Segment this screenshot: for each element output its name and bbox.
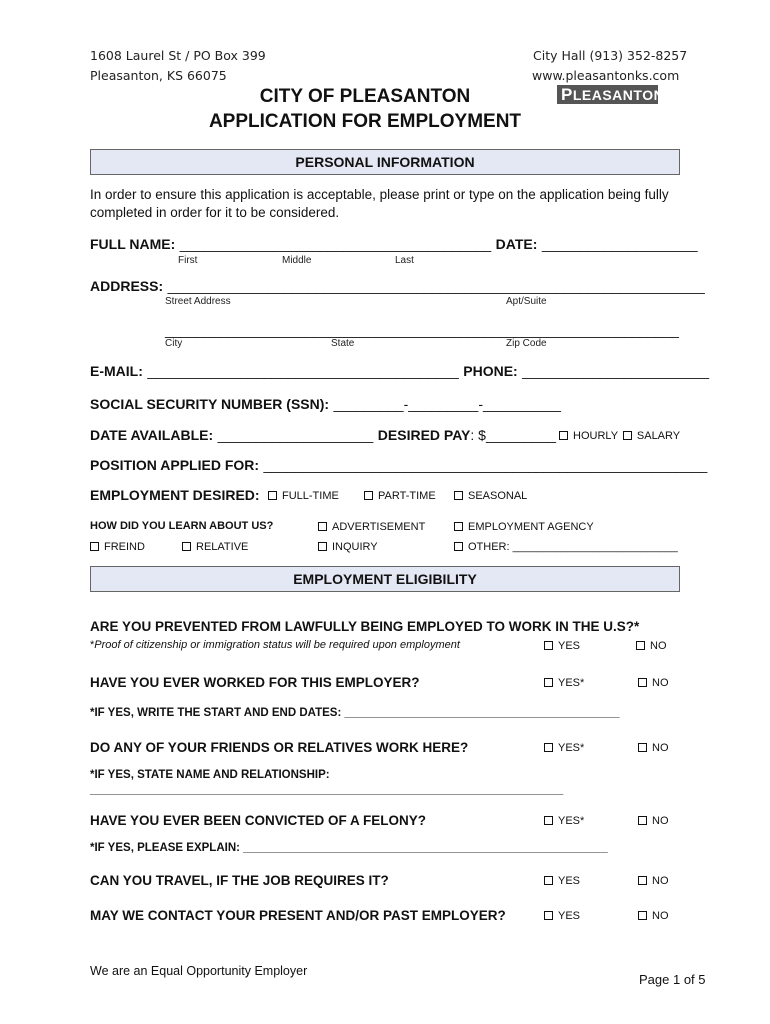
relative-checkbox[interactable] <box>182 542 191 551</box>
seasonal-checkbox[interactable] <box>454 491 463 500</box>
sub-state: State <box>331 338 355 349</box>
phone-field[interactable]: ________________________ <box>522 363 710 379</box>
ssn-field[interactable]: _________-_________-__________ <box>333 396 561 412</box>
q2-no-checkbox[interactable] <box>638 678 647 687</box>
q2-no-option[interactable]: NO <box>638 677 669 689</box>
full-name-row <box>90 236 698 254</box>
position-row <box>90 457 707 475</box>
q6-yes-checkbox[interactable] <box>544 911 553 920</box>
part-time-checkbox[interactable] <box>364 491 373 500</box>
address-city-field[interactable]: __________________________________________________________________ <box>165 322 679 338</box>
date-available-label: DATE AVAILABLE: <box>90 427 214 443</box>
q3-no-option[interactable]: NO <box>638 742 669 754</box>
sub-middle: Middle <box>282 255 312 266</box>
advertisement-option[interactable]: ADVERTISEMENT <box>318 521 425 533</box>
address-row <box>90 278 705 296</box>
q2-followup-dates[interactable]: *IF YES, WRITE THE START AND END DATES: ___________________________________________ <box>90 707 620 719</box>
sub-apt-suite: Apt/Suite <box>506 296 547 307</box>
address-line-1: 1608 Laurel St / PO Box 399 <box>90 48 266 63</box>
address-field[interactable]: _____________________________________________________________________ <box>167 278 705 294</box>
city-title: CITY OF PLEASANTON <box>259 86 471 107</box>
equal-opportunity-statement: We are an Equal Opportunity Employer <box>90 964 308 978</box>
seasonal-option[interactable]: SEASONAL <box>454 490 527 502</box>
section-employment-eligibility: EMPLOYMENT ELIGIBILITY <box>90 566 680 592</box>
question-travel: CAN YOU TRAVEL, IF THE JOB REQUIRES IT? <box>90 873 389 888</box>
sub-street-address: Street Address <box>165 296 231 307</box>
q6-no-checkbox[interactable] <box>638 911 647 920</box>
employment-desired-label: EMPLOYMENT DESIRED: <box>90 487 260 503</box>
q3-followup-label: *IF YES, STATE NAME AND RELATIONSHIP: <box>90 769 330 781</box>
inquiry-option[interactable]: INQUIRY <box>318 541 378 553</box>
question-felony: HAVE YOU EVER BEEN CONVICTED OF A FELONY? <box>90 813 427 828</box>
other-option[interactable]: OTHER: ___________________________ <box>454 541 678 553</box>
position-label: POSITION APPLIED FOR: <box>90 457 260 473</box>
date-label: DATE: <box>495 236 538 252</box>
q6-no-option[interactable]: NO <box>638 910 669 922</box>
date-field[interactable]: ____________________ <box>541 236 698 252</box>
city-hall-phone: City Hall (913) 352-8257 <box>533 48 688 63</box>
sub-city: City <box>165 338 183 349</box>
email-field[interactable]: ________________________________________ <box>147 363 459 379</box>
page-number: Page 1 of 5 <box>639 972 706 987</box>
desired-pay-label: DESIRED PAY <box>377 427 471 443</box>
q4-followup-explain[interactable]: *IF YES, PLEASE EXPLAIN: _________________________________________________________ <box>90 842 608 854</box>
desired-pay-field[interactable]: : $_________ <box>470 427 557 443</box>
ssn-row <box>90 396 561 414</box>
freind-option[interactable]: FREIND <box>90 541 145 553</box>
address-line-2: Pleasanton, KS 66075 <box>90 68 227 83</box>
salary-label: SALARY <box>636 430 681 442</box>
ssn-label: SOCIAL SECURITY NUMBER (SSN): <box>90 396 330 412</box>
full-name-label: FULL NAME: <box>90 236 176 252</box>
q4-yes-option[interactable]: YES* <box>544 815 584 827</box>
employment-agency-checkbox[interactable] <box>454 522 463 531</box>
q5-no-option[interactable]: NO <box>638 875 669 887</box>
advertisement-checkbox[interactable] <box>318 522 327 531</box>
question-friends-relatives: DO ANY OF YOUR FRIENDS OR RELATIVES WORK HERE? <box>90 740 469 755</box>
email-phone-row <box>90 363 709 381</box>
hourly-label: HOURLY <box>573 430 618 442</box>
q1-yes-checkbox[interactable] <box>544 641 553 650</box>
position-field[interactable]: _________________________________________________________ <box>263 457 708 473</box>
q3-yes-option[interactable]: YES* <box>544 742 584 754</box>
question-worked-for-employer: HAVE YOU EVER WORKED FOR THIS EMPLOYER? <box>90 675 420 690</box>
phone-label: PHONE: <box>463 363 518 379</box>
date-available-field[interactable]: ____________________ <box>217 427 374 443</box>
q6-yes-option[interactable]: YES <box>544 910 580 922</box>
question-contact-employer: MAY WE CONTACT YOUR PRESENT AND/OR PAST EMPLOYER? <box>90 908 506 923</box>
learn-about-label: HOW DID YOU LEARN ABOUT US? <box>90 520 274 532</box>
availability-row <box>90 427 556 445</box>
q1-yes-option[interactable]: YES <box>544 640 580 652</box>
q3-followup-line[interactable]: __________________________________________________________________________ <box>90 784 564 796</box>
other-checkbox[interactable] <box>454 542 463 551</box>
hourly-salary-options <box>559 430 680 442</box>
q5-yes-checkbox[interactable] <box>544 876 553 885</box>
q3-yes-checkbox[interactable] <box>544 743 553 752</box>
sub-first: First <box>178 255 198 266</box>
sub-last: Last <box>395 255 414 266</box>
q3-no-checkbox[interactable] <box>638 743 647 752</box>
citizenship-note: *Proof of citizenship or immigration status will be required upon employment <box>90 639 460 651</box>
full-name-field[interactable]: ________________________________________ <box>179 236 492 252</box>
intro-paragraph: In order to ensure this application is acceptable, please print or type on the application being fully completed in order for it to be considered. <box>90 187 669 220</box>
employment-agency-option[interactable]: EMPLOYMENT AGENCY <box>454 521 594 533</box>
section-personal-information: PERSONAL INFORMATION <box>90 149 680 175</box>
q4-yes-checkbox[interactable] <box>544 816 553 825</box>
q5-yes-option[interactable]: YES <box>544 875 580 887</box>
q2-yes-option[interactable]: YES* <box>544 677 584 689</box>
q4-no-checkbox[interactable] <box>638 816 647 825</box>
website-link[interactable]: www.pleasantonks.com <box>532 68 680 83</box>
hourly-checkbox[interactable] <box>559 431 568 440</box>
inquiry-checkbox[interactable] <box>318 542 327 551</box>
question-lawfully-employed: ARE YOU PREVENTED FROM LAWFULLY BEING EMPLOYED TO WORK IN THE U.S?* <box>90 619 640 634</box>
part-time-option[interactable]: PART-TIME <box>364 490 436 502</box>
sub-zip-code: Zip Code <box>506 338 547 349</box>
relative-option[interactable]: RELATIVE <box>182 541 248 553</box>
q1-no-option[interactable]: NO <box>636 640 667 652</box>
freind-checkbox[interactable] <box>90 542 99 551</box>
pleasanton-logo: PLEASANTON <box>557 85 658 104</box>
q4-no-option[interactable]: NO <box>638 815 669 827</box>
full-time-option[interactable]: FULL-TIME <box>268 490 339 502</box>
form-title: APPLICATION FOR EMPLOYMENT <box>208 111 522 132</box>
address-label: ADDRESS: <box>90 278 164 294</box>
full-time-checkbox[interactable] <box>268 491 277 500</box>
q2-yes-checkbox[interactable] <box>544 678 553 687</box>
q5-no-checkbox[interactable] <box>638 876 647 885</box>
email-label: E-MAIL: <box>90 363 143 379</box>
salary-checkbox[interactable] <box>623 431 632 440</box>
q1-no-checkbox[interactable] <box>636 641 645 650</box>
